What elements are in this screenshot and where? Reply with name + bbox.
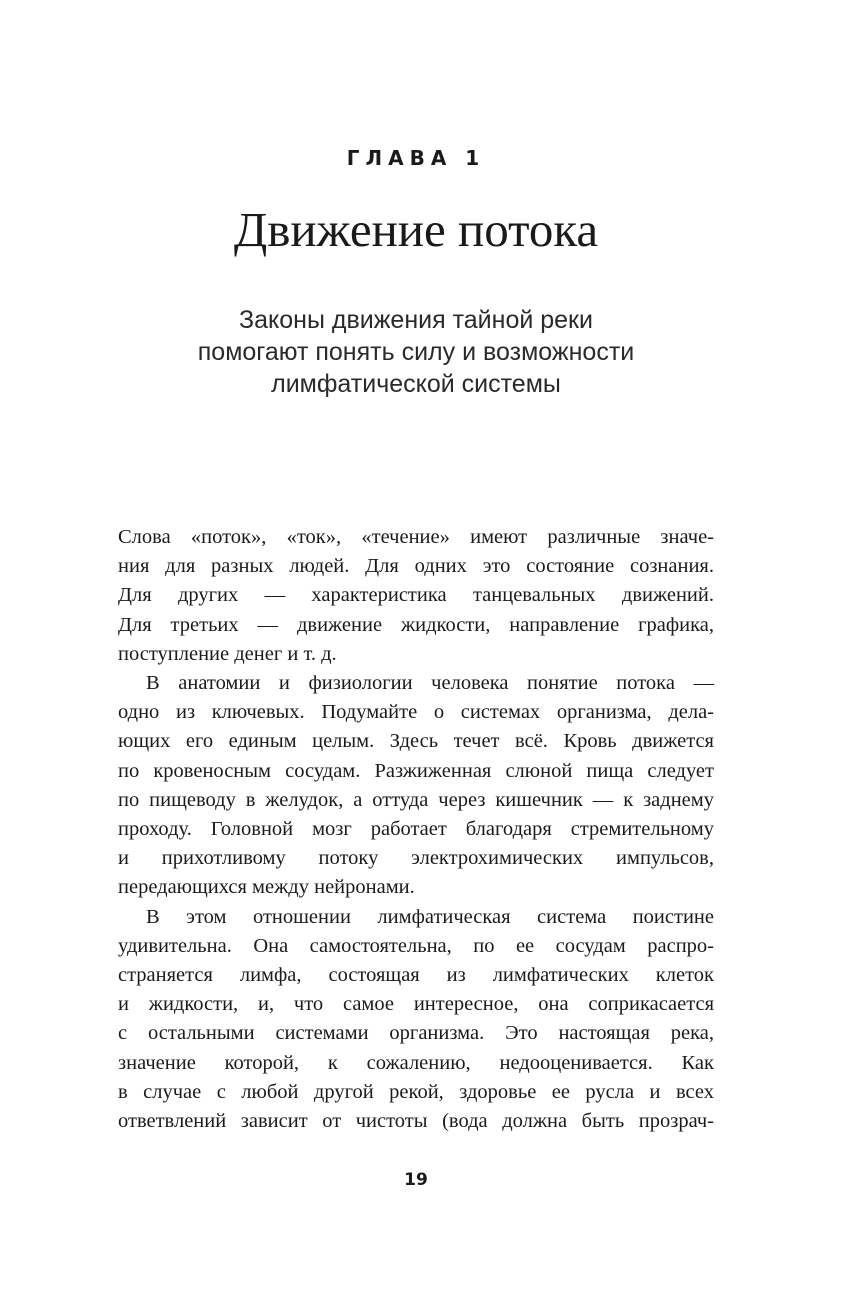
paragraph-1	[118, 523, 714, 669]
text-line: страняется лимфа, состоящая из лимфатических клеток	[118, 964, 714, 987]
text-line: одно из ключевых. Подумайте о системах организма, дела-	[118, 701, 714, 724]
text-line: ответвлений зависит от чистоты (вода должна быть прозрач-	[118, 1110, 714, 1133]
text-line: В этом отношении лимфатическая система поистине	[146, 905, 714, 928]
text-line: Для других — характеристика танцевальных движений.	[118, 584, 714, 607]
chapter-label: ГЛАВА 1	[346, 146, 486, 170]
body-text	[118, 523, 714, 1136]
text-line: В анатомии и физиологии человека понятие потока —	[146, 672, 714, 695]
text-line: удивительна. Она самостоятельна, по ее сосудам распро-	[118, 934, 714, 957]
text-line: и жидкости, и, что самое интересное, она соприкасается	[118, 993, 714, 1016]
subtitle-line: Законы движения тайной реки	[239, 306, 593, 334]
text-line: по пищеводу в желудок, а оттуда через кишечник — к заднему	[118, 788, 714, 811]
subtitle-line: лимфатической системы	[271, 370, 561, 398]
text-line: в случае с любой другой рекой, здоровье ее русла и всех	[118, 1080, 714, 1103]
text-line: по кровеносным сосудам. Разжиженная слюной пища следует	[118, 759, 714, 782]
page-number: 19	[404, 1170, 428, 1190]
text-line: Для третьих — движение жидкости, направление графика,	[118, 613, 714, 636]
text-line: с остальными системами организма. Это настоящая река,	[118, 1022, 714, 1045]
text-line: проходу. Головной мозг работает благодаря стремительному	[118, 818, 714, 841]
text-line: поступление денег и т. д.	[118, 642, 337, 665]
paragraph-2	[118, 669, 714, 903]
text-line: ния для разных людей. Для одних это состояние сознания.	[118, 555, 714, 578]
chapter-subtitle	[0, 304, 832, 400]
text-line: значение которой, к сожалению, недооценивается. Как	[118, 1051, 714, 1074]
text-line: передающихся между нейронами.	[118, 876, 415, 899]
chapter-title: Движение потока	[233, 202, 599, 257]
text-line: ющих его единым целым. Здесь течет всё. Кровь движется	[118, 730, 714, 753]
subtitle-line: помогают понять силу и возможности	[197, 338, 635, 366]
text-line: и прихотливому потоку электрохимических импульсов,	[118, 847, 714, 870]
paragraph-3	[118, 903, 714, 1137]
text-line: Слова «поток», «ток», «течение» имеют различные значе-	[118, 526, 714, 548]
